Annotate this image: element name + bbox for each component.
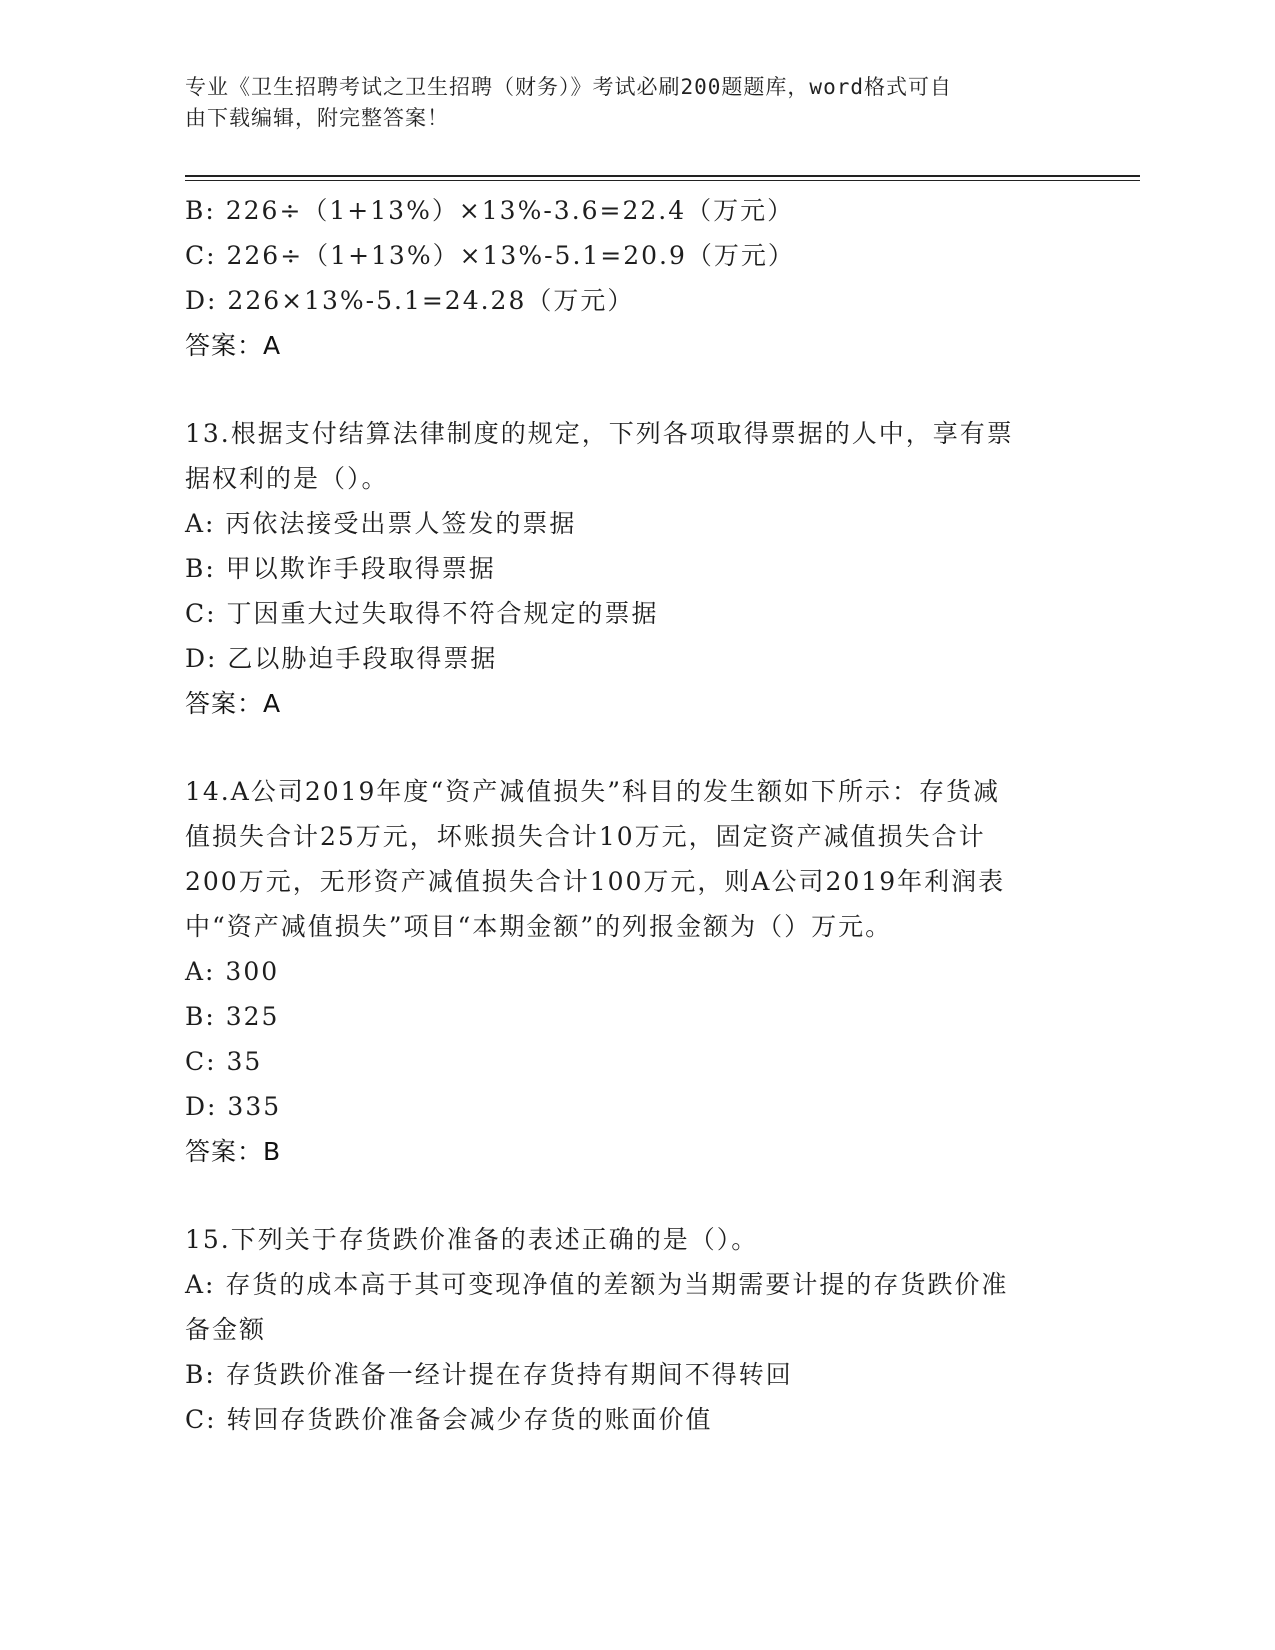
question-stem-line: 200万元，无形资产减值损失合计100万元，则A公司2019年利润表 [185,867,1006,896]
option-b: B: 226÷（1+13%）×13%-3.6=22.4（万元） [185,196,795,225]
header-divider-thick [185,175,1140,177]
question-gap [185,368,1085,411]
question-stem-line: 13.根据支付结算法律制度的规定，下列各项取得票据的人中，享有票 [185,419,1014,448]
document-header [185,72,1065,134]
header-divider-thin [185,180,1140,181]
option-a-continued: 备金额 [185,1315,267,1344]
option-b: B: 存货跌价准备一经计提在存货持有期间不得转回 [185,1360,793,1389]
question-stem-line: 值损失合计25万元，坏账损失合计10万元，固定资产减值损失合计 [185,822,986,851]
option-a: A: 存货的成本高于其可变现净值的差额为当期需要计提的存货跌价准 [185,1270,1009,1299]
option-c: C: 35 [185,1047,263,1076]
option-a: A: 丙依法接受出票人签发的票据 [185,509,577,538]
option-c: C: 转回存货跌价准备会减少存货的账面价值 [185,1405,713,1434]
option-d: D: 乙以胁迫手段取得票据 [185,644,498,673]
question-gap [185,726,1085,769]
answer-line: 答案：A [185,331,282,360]
header-line-2: 由下载编辑，附完整答案！ [185,106,449,130]
option-b: B: 甲以欺诈手段取得票据 [185,554,496,583]
question-stem-line: 据权利的是（）。 [185,464,389,493]
header-line-1: 专业《卫生招聘考试之卫生招聘（财务）》考试必刷200题题库，word格式可自 [185,75,952,99]
option-b: B: 325 [185,1002,280,1031]
answer-line: 答案：B [185,1137,282,1166]
question-stem-line: 15.下列关于存货跌价准备的表述正确的是（）。 [185,1225,759,1254]
question-stem-line: 中“资产减值损失”项目“本期金额”的列报金额为（）万元。 [185,912,893,941]
option-d: D: 335 [185,1092,282,1121]
answer-line: 答案：A [185,689,282,718]
question-14 [185,769,1085,1174]
option-c: C: 丁因重大过失取得不符合规定的票据 [185,599,659,628]
option-c: C: 226÷（1+13%）×13%-5.1=20.9（万元） [185,241,795,270]
question-gap [185,1174,1085,1217]
option-a: A: 300 [185,957,280,986]
question-content [185,188,1085,1442]
question-stem-line: 14.A公司2019年度“资产减值损失”科目的发生额如下所示：存货减 [185,777,1000,806]
question-13 [185,411,1085,726]
option-d: D: 226×13%-5.1=24.28（万元） [185,286,635,315]
question-12-continuation [185,188,1085,368]
question-15 [185,1217,1085,1442]
